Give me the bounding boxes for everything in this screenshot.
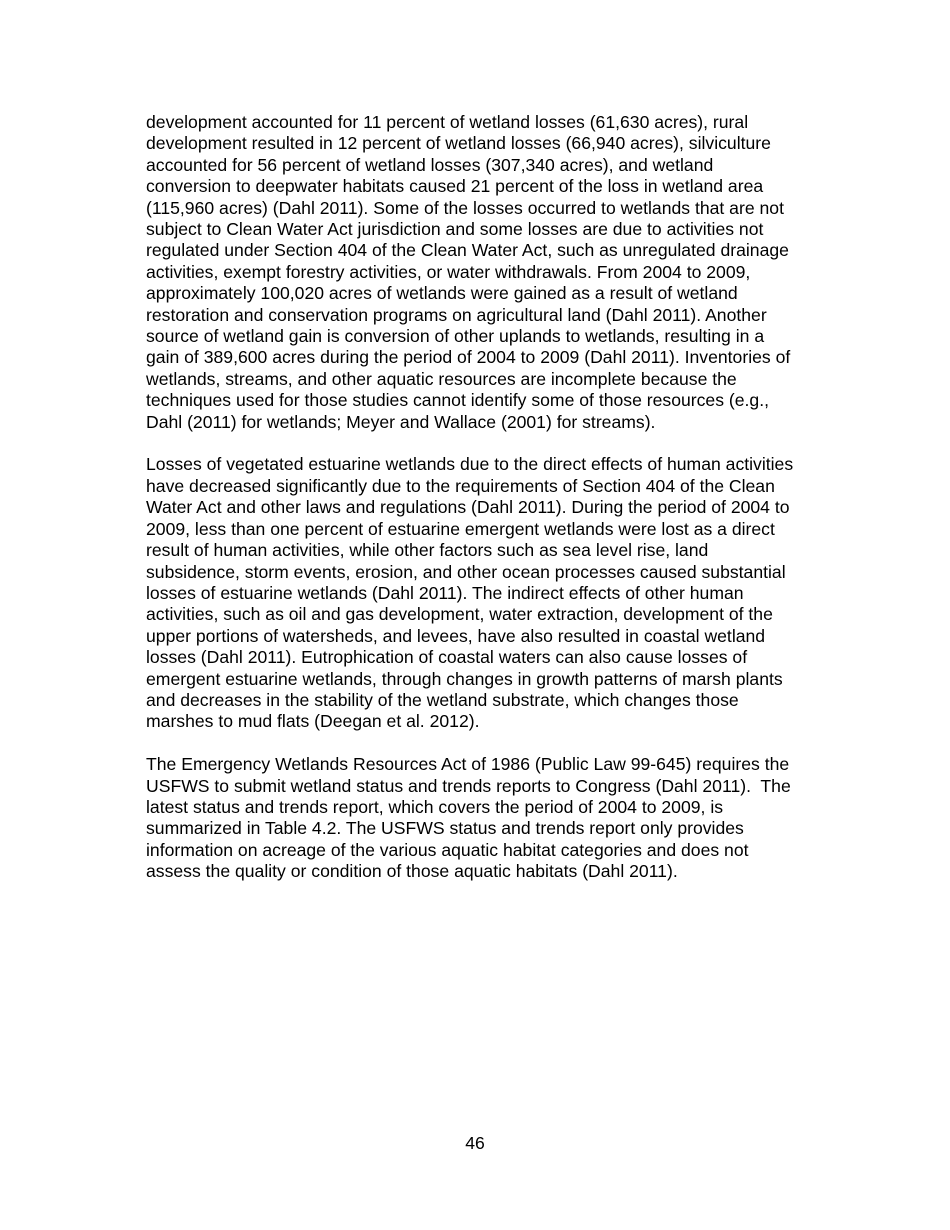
text-line: activities, such as oil and gas development, water extraction, development of the [146,604,773,625]
text-line: restoration and conservation programs on agricultural land (Dahl 2011). Another [146,304,767,325]
text-line: conversion to deepwater habitats caused 21 percent of the loss in wetland area [146,176,764,197]
text-line: 2009, less than one percent of estuarine emergent wetlands were lost as a direct [146,518,775,539]
text-line: have decreased significantly due to the requirements of Section 404 of the Clean [146,475,775,496]
text-line: losses of estuarine wetlands (Dahl 2011). The indirect effects of other human [146,582,744,603]
text-line: and decreases in the stability of the wetland substrate, which changes those [146,689,739,710]
page-number: 46 [465,1133,485,1153]
text-line: Losses of vegetated estuarine wetlands due to the direct effects of human activities [146,454,794,475]
text-line: subject to Clean Water Act jurisdiction and some losses are due to activities not [146,219,764,240]
text-line: techniques used for those studies cannot identify some of those resources (e.g., [146,390,769,411]
text-line: regulated under Section 404 of the Clean Water Act, such as unregulated drainage [146,240,789,261]
text-line: gain of 389,600 acres during the period of 2004 to 2009 (Dahl 2011). Inventories of [146,347,791,368]
text-line: The Emergency Wetlands Resources Act of 1986 (Public Law 99-645) requires the [146,754,790,775]
text-line: Water Act and other laws and regulations (Dahl 2011). During the period of 2004 to [146,497,790,518]
text-line: latest status and trends report, which covers the period of 2004 to 2009, is [146,796,724,817]
text-line: assess the quality or condition of those aquatic habitats (Dahl 2011). [146,861,678,882]
text-line: source of wetland gain is conversion of other uplands to wetlands, resulting in a [146,326,765,347]
text-line: emergent estuarine wetlands, through changes in growth patterns of marsh plants [146,668,783,689]
text-line: Dahl (2011) for wetlands; Meyer and Wallace (2001) for streams). [146,411,656,432]
text-line: upper portions of watersheds, and levees, have also resulted in coastal wetland [146,625,766,646]
text-line: wetlands, streams, and other aquatic resources are incomplete because the [146,368,737,389]
text-line: result of human activities, while other factors such as sea level rise, land [146,540,709,561]
paragraph [146,454,846,732]
document-body [146,112,846,904]
text-line: USFWS to submit wetland status and trends reports to Congress (Dahl 2011). The [146,775,791,796]
text-line: development accounted for 11 percent of wetland losses (61,630 acres), rural [146,112,749,132]
paragraph [146,754,846,882]
text-line: marshes to mud flats (Deegan et al. 2012). [146,711,480,732]
text-line: accounted for 56 percent of wetland losses (307,340 acres), and wetland [146,154,714,175]
text-line: activities, exempt forestry activities, or water withdrawals. From 2004 to 2009, [146,261,751,282]
paragraph [146,112,846,433]
text-line: development resulted in 12 percent of wetland losses (66,940 acres), silviculture [146,133,771,154]
text-line: subsidence, storm events, erosion, and other ocean processes caused substantial [146,561,786,582]
text-line: (115,960 acres) (Dahl 2011). Some of the losses occurred to wetlands that are not [146,197,784,218]
text-line: summarized in Table 4.2. The USFWS status and trends report only provides [146,818,744,839]
text-line: losses (Dahl 2011). Eutrophication of coastal waters can also cause losses of [146,647,748,668]
text-line: approximately 100,020 acres of wetlands were gained as a result of wetland [146,283,738,304]
text-line: information on acreage of the various aquatic habitat categories and does not [146,839,749,860]
